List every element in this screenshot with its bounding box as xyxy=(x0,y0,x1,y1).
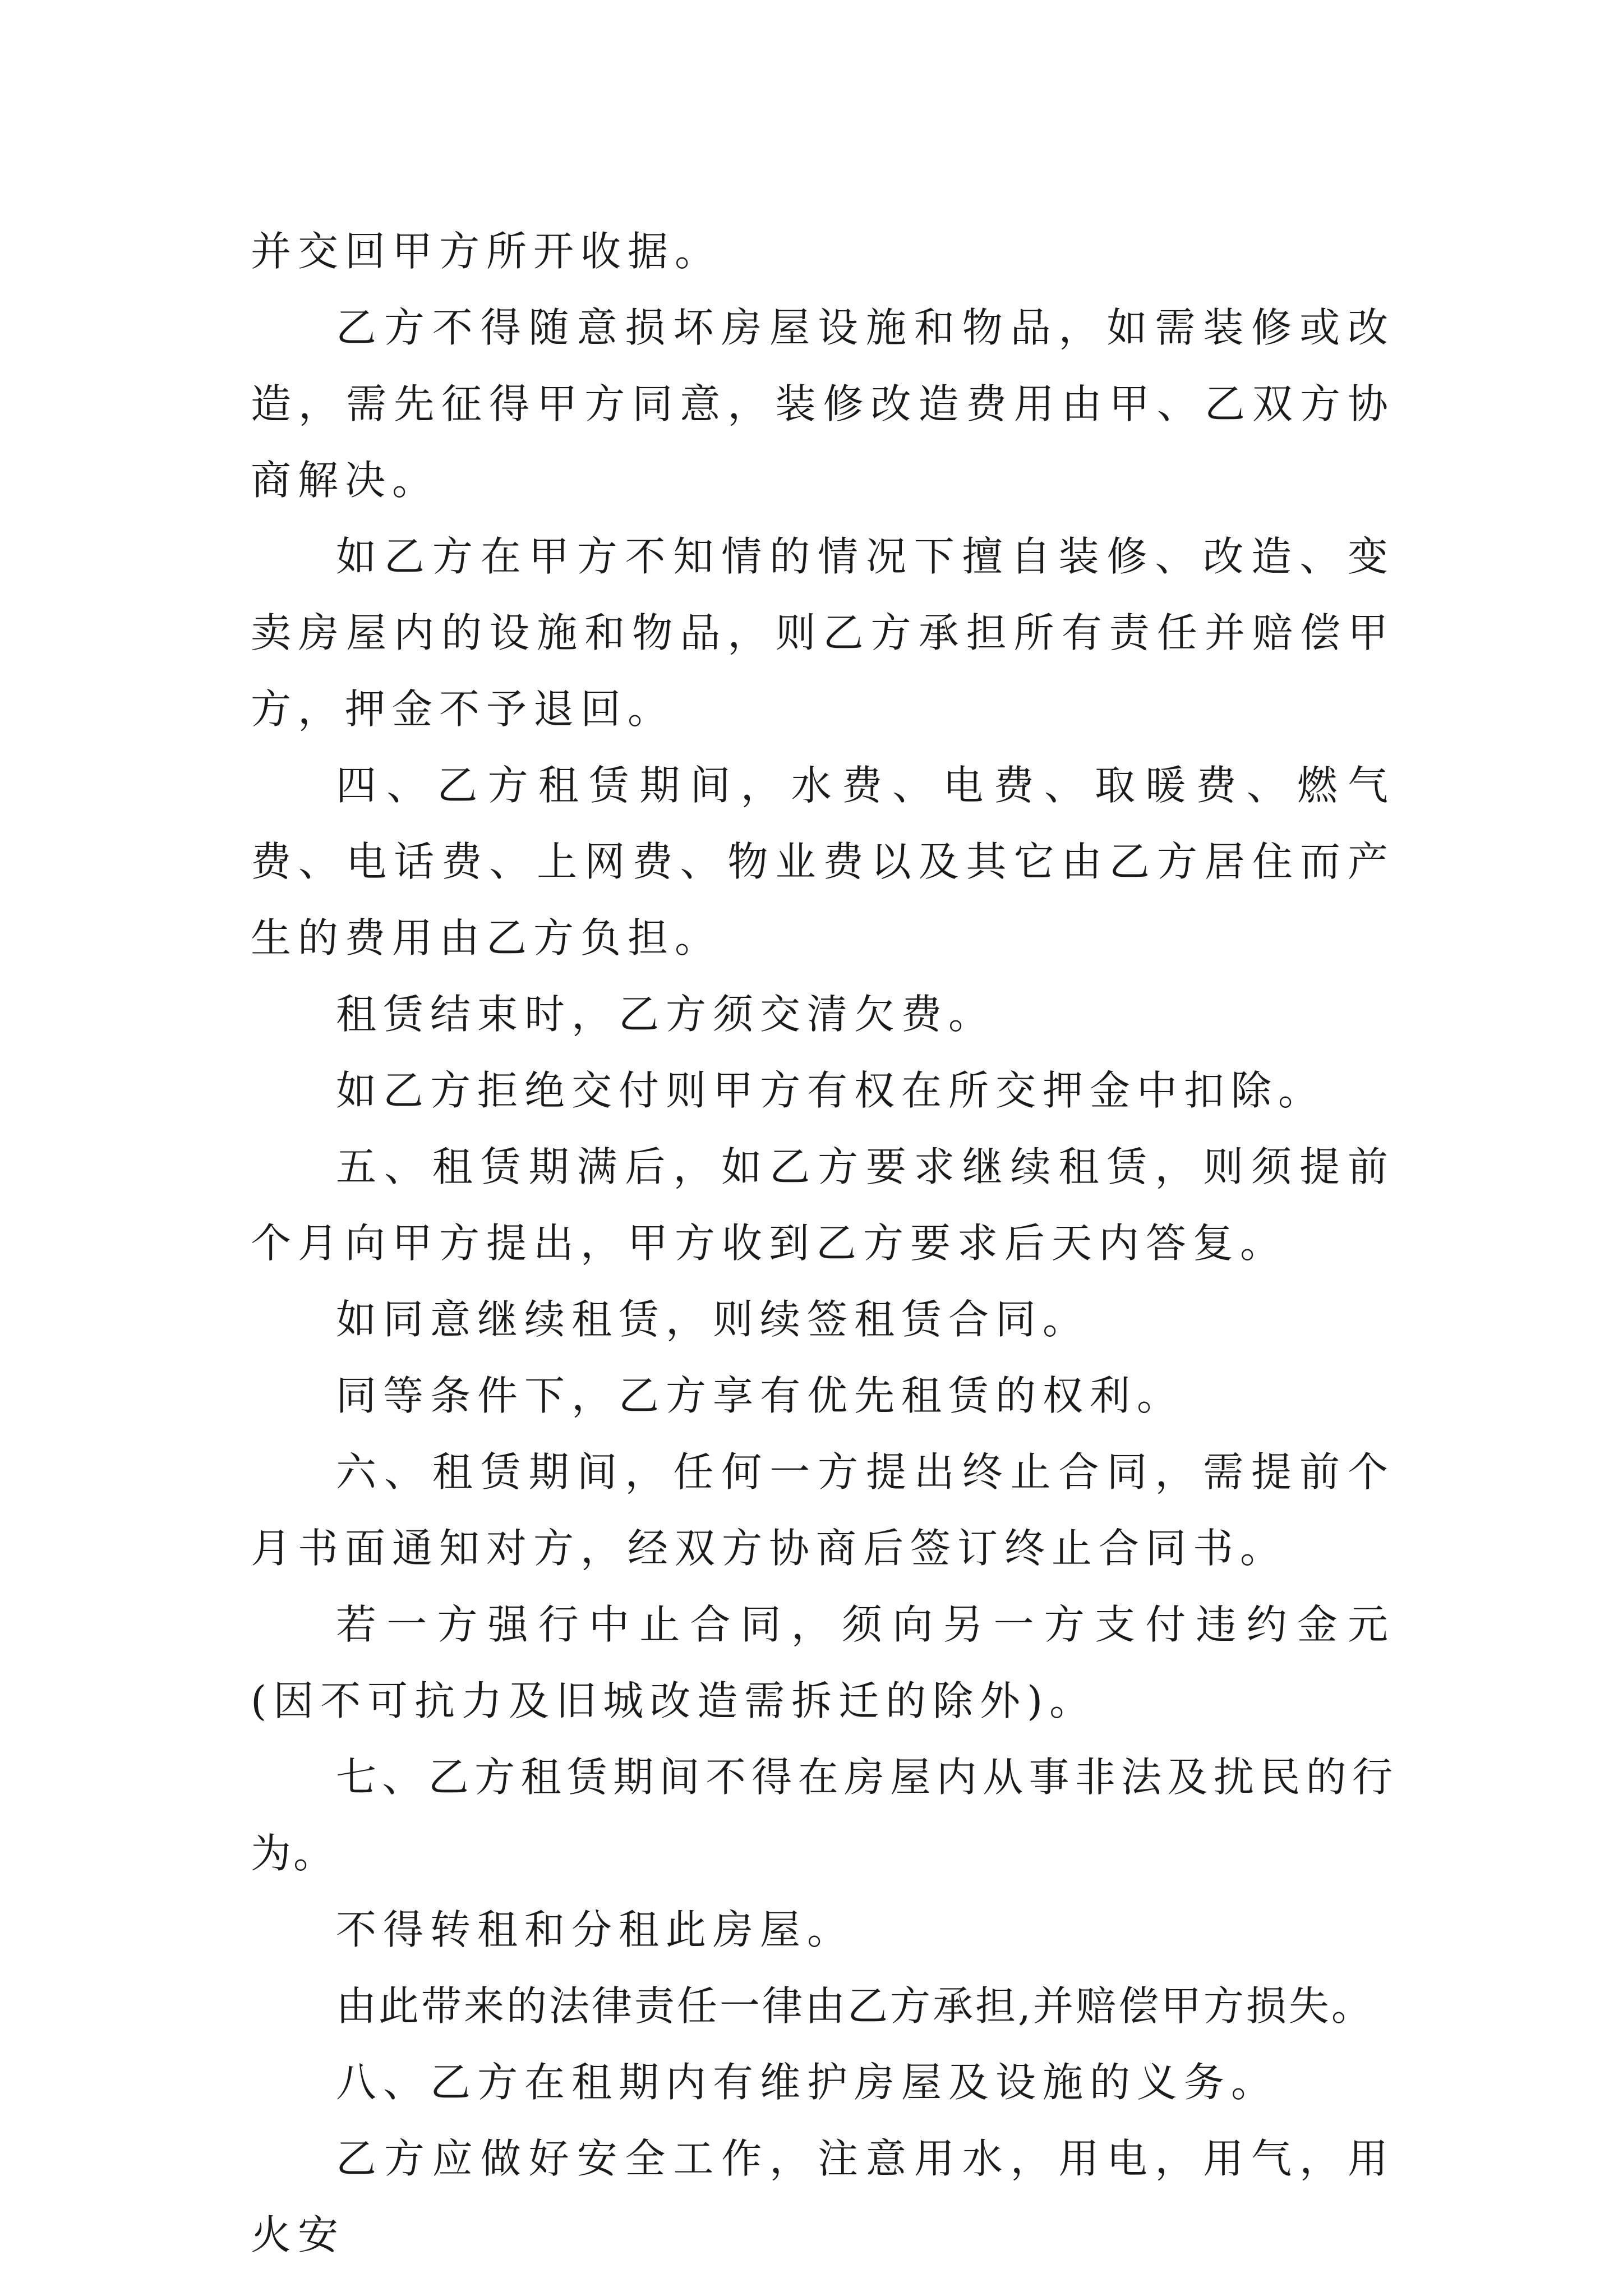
paragraph: 租赁结束时，乙方须交清欠费。 xyxy=(336,991,996,1038)
paragraph: 如乙方拒绝交付则甲方有权在所交押金中扣除。 xyxy=(336,1067,1326,1114)
paragraph: 四、乙方租赁期间，水费、电费、取暖费、燃气费、电话费、上网费、物业费以及其它由乙方居住而产生的费用由乙方负担。 xyxy=(251,762,1395,961)
document-body xyxy=(251,213,1395,2273)
paragraph: 五、租赁期满后，如乙方要求继续租赁，则须提前个月向甲方提出，甲方收到乙方要求后天内答复。 xyxy=(251,1143,1395,1267)
paragraph: 并交回甲方所开收据。 xyxy=(251,228,722,275)
paragraph: 八、乙方在租期内有维护房屋及设施的义务。 xyxy=(336,2059,1279,2106)
paragraph: 如乙方在甲方不知情的情况下擅自装修、改造、变卖房屋内的设施和物品，则乙方承担所有责任并赔偿甲方，押金不予退回。 xyxy=(251,533,1395,733)
paragraph: 乙方应做好安全工作，注意用水，用电，用气，用火安 xyxy=(251,2135,1395,2258)
paragraph: 如同意继续租赁，则续签租赁合同。 xyxy=(336,1296,1090,1343)
paragraph: 七、乙方租赁期间不得在房屋内从事非法及扰民的行为。 xyxy=(251,1754,1395,1877)
paragraph: 不得转租和分租此房屋。 xyxy=(336,1906,855,1953)
paragraph: 若一方强行中止合同，须向另一方支付违约金元(因不可抗力及旧城改造需拆迁的除外)。 xyxy=(251,1601,1395,1724)
paragraph: 乙方不得随意损坏房屋设施和物品，如需装修或改造，需先征得甲方同意，装修改造费用由甲、乙双方协商解决。 xyxy=(251,304,1395,504)
paragraph: 同等条件下，乙方享有优先租赁的权利。 xyxy=(336,1372,1184,1419)
paragraph: 六、租赁期间，任何一方提出终止合同，需提前个月书面通知对方，经双方协商后签订终止合同书。 xyxy=(251,1448,1395,1572)
paragraph: 由此带来的法律责任一律由乙方承担,并赔偿甲方损失。 xyxy=(336,1982,1374,2030)
